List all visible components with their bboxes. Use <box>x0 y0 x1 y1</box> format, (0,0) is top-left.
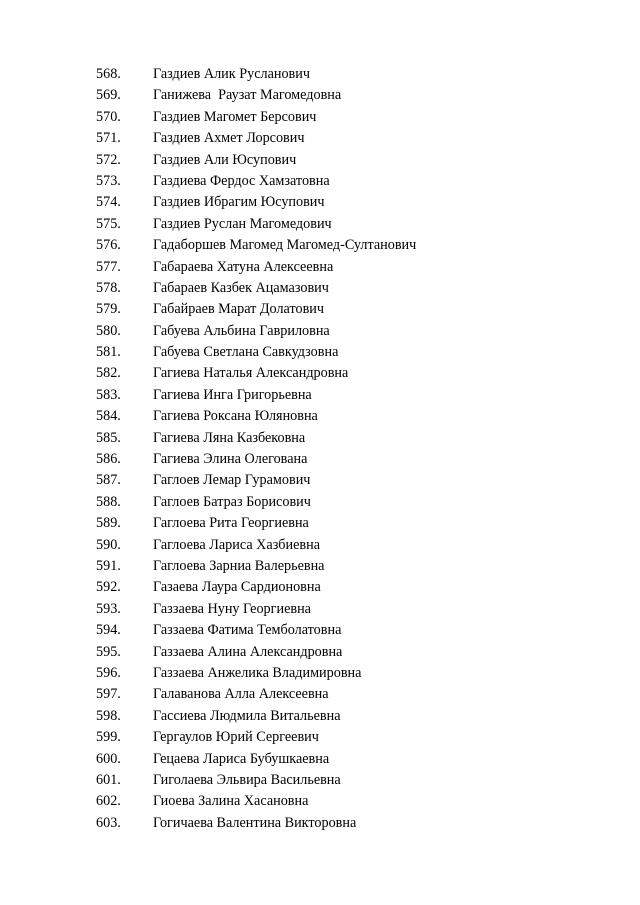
entry-number: 596. <box>96 664 121 681</box>
entry-name: Газдиев Алик Русланович <box>153 66 310 82</box>
entry-number: 598. <box>96 707 121 724</box>
list-item <box>0 342 640 363</box>
list-item <box>0 278 640 299</box>
entry-name: Ганижева Раузат Магомедовна <box>153 87 342 104</box>
entry-number: 594. <box>96 622 121 639</box>
entry-name: Габайраев Марат Долатович <box>153 301 324 318</box>
entry-name: Гецаева Лариса Бубушкаевна <box>153 750 330 767</box>
entry-number: 572. <box>96 151 121 168</box>
entry-name: Газзаева Алина Александровна <box>153 643 343 660</box>
entry-name: Габараев Казбек Ацамазович <box>153 279 329 296</box>
list-item <box>0 706 640 727</box>
entry-number: 580. <box>96 322 121 339</box>
list-item <box>0 599 640 620</box>
list-item <box>0 214 640 235</box>
entry-name: Гагиева Роксана Юляновна <box>153 408 318 425</box>
list-item <box>0 663 640 684</box>
entry-number: 575. <box>96 215 121 232</box>
list-item <box>0 770 640 791</box>
list-item <box>0 64 640 85</box>
list-item <box>0 513 640 534</box>
list-item <box>0 449 640 470</box>
list-item <box>0 299 640 320</box>
entry-number: 584. <box>96 408 121 425</box>
entry-name: Гаглоева Рита Георгиевна <box>153 515 309 532</box>
entry-name: Газзаева Анжелика Владимировна <box>153 664 362 681</box>
name-list <box>0 64 640 834</box>
entry-number: 571. <box>96 130 121 147</box>
entry-name: Гиоева Залина Хасановна <box>153 793 309 810</box>
entry-number: 589. <box>96 515 121 532</box>
entry-name: Габуева Светлана Савкудзовна <box>153 344 339 361</box>
entry-number: 595. <box>96 643 121 660</box>
entry-number: 578. <box>96 279 121 296</box>
list-item <box>0 85 640 106</box>
list-item <box>0 321 640 342</box>
entry-name: Гагиева Наталья Александровна <box>153 365 349 382</box>
list-item <box>0 257 640 278</box>
entry-number: 599. <box>96 729 121 746</box>
entry-name: Гаглоева Лариса Хазбиевна <box>153 536 321 553</box>
entry-number: 574. <box>96 194 121 211</box>
list-item <box>0 192 640 213</box>
entry-number: 597. <box>96 686 121 703</box>
entry-number: 600. <box>96 750 121 767</box>
entry-number: 583. <box>96 386 121 403</box>
entry-name: Габараева Хатуна Алексеевна <box>153 258 334 275</box>
entry-number: 573. <box>96 172 121 189</box>
list-item <box>0 470 640 491</box>
entry-name: Газдиев Али Юсупович <box>153 151 297 168</box>
entry-name: Гаглоев Батраз Борисович <box>153 493 311 510</box>
entry-number: 590. <box>96 536 121 553</box>
entry-name: Гиголаева Эльвира Васильевна <box>153 771 341 788</box>
entry-number: 569. <box>96 87 121 104</box>
entry-name: Газдиева Фердос Хамзатовна <box>153 172 330 189</box>
list-item <box>0 642 640 663</box>
list-item <box>0 150 640 171</box>
entry-number: 579. <box>96 301 121 318</box>
entry-name: Гергаулов Юрий Сергеевич <box>153 729 319 746</box>
entry-number: 588. <box>96 493 121 510</box>
entry-number: 603. <box>96 814 121 831</box>
entry-number: 568. <box>96 66 121 82</box>
entry-name: Газдиев Магомет Берсович <box>153 108 317 125</box>
list-item <box>0 684 640 705</box>
entry-name: Гассиева Людмила Витальевна <box>153 707 341 724</box>
list-item <box>0 235 640 256</box>
entry-name: Гаглоева Зарниа Валерьевна <box>153 557 325 574</box>
entry-number: 585. <box>96 429 121 446</box>
entry-name: Галаванова Алла Алексеевна <box>153 686 329 703</box>
entry-number: 570. <box>96 108 121 125</box>
list-item <box>0 791 640 812</box>
list-item <box>0 813 640 834</box>
entry-name: Гаглоев Лемар Гурамович <box>153 472 311 489</box>
entry-number: 576. <box>96 237 121 254</box>
entry-number: 593. <box>96 600 121 617</box>
entry-name: Гогичаева Валентина Викторовна <box>153 814 357 831</box>
entry-number: 602. <box>96 793 121 810</box>
list-item <box>0 107 640 128</box>
list-item <box>0 128 640 149</box>
entry-number: 587. <box>96 472 121 489</box>
list-item <box>0 577 640 598</box>
entry-number: 591. <box>96 557 121 574</box>
entry-name: Гадаборшев Магомед Магомед-Султанович <box>153 237 417 254</box>
entry-number: 592. <box>96 579 121 596</box>
entry-name: Газаева Лаура Сардионовна <box>153 579 321 596</box>
list-item <box>0 406 640 427</box>
list-item <box>0 428 640 449</box>
entry-number: 577. <box>96 258 121 275</box>
entry-name: Гагиева Инга Григорьевна <box>153 386 312 403</box>
list-item <box>0 749 640 770</box>
list-item <box>0 556 640 577</box>
entry-name: Гагиева Элина Олегована <box>153 451 308 468</box>
list-item <box>0 620 640 641</box>
entry-number: 581. <box>96 344 121 361</box>
entry-number: 586. <box>96 451 121 468</box>
list-item <box>0 171 640 192</box>
list-item <box>0 385 640 406</box>
entry-name: Газдиев Ибрагим Юсупович <box>153 194 325 211</box>
entry-name: Газдиев Руслан Магомедович <box>153 215 332 232</box>
entry-number: 601. <box>96 771 121 788</box>
list-item <box>0 535 640 556</box>
entry-name: Газдиев Ахмет Лорсович <box>153 130 305 147</box>
entry-name: Габуева Альбина Гавриловна <box>153 322 330 339</box>
entry-name: Гагиева Ляна Казбековна <box>153 429 306 446</box>
entry-name: Газзаева Фатима Темболатовна <box>153 622 342 639</box>
entry-number: 582. <box>96 365 121 382</box>
entry-name: Газзаева Нуну Георгиевна <box>153 600 311 617</box>
list-item <box>0 727 640 748</box>
list-item <box>0 492 640 513</box>
list-item <box>0 363 640 384</box>
